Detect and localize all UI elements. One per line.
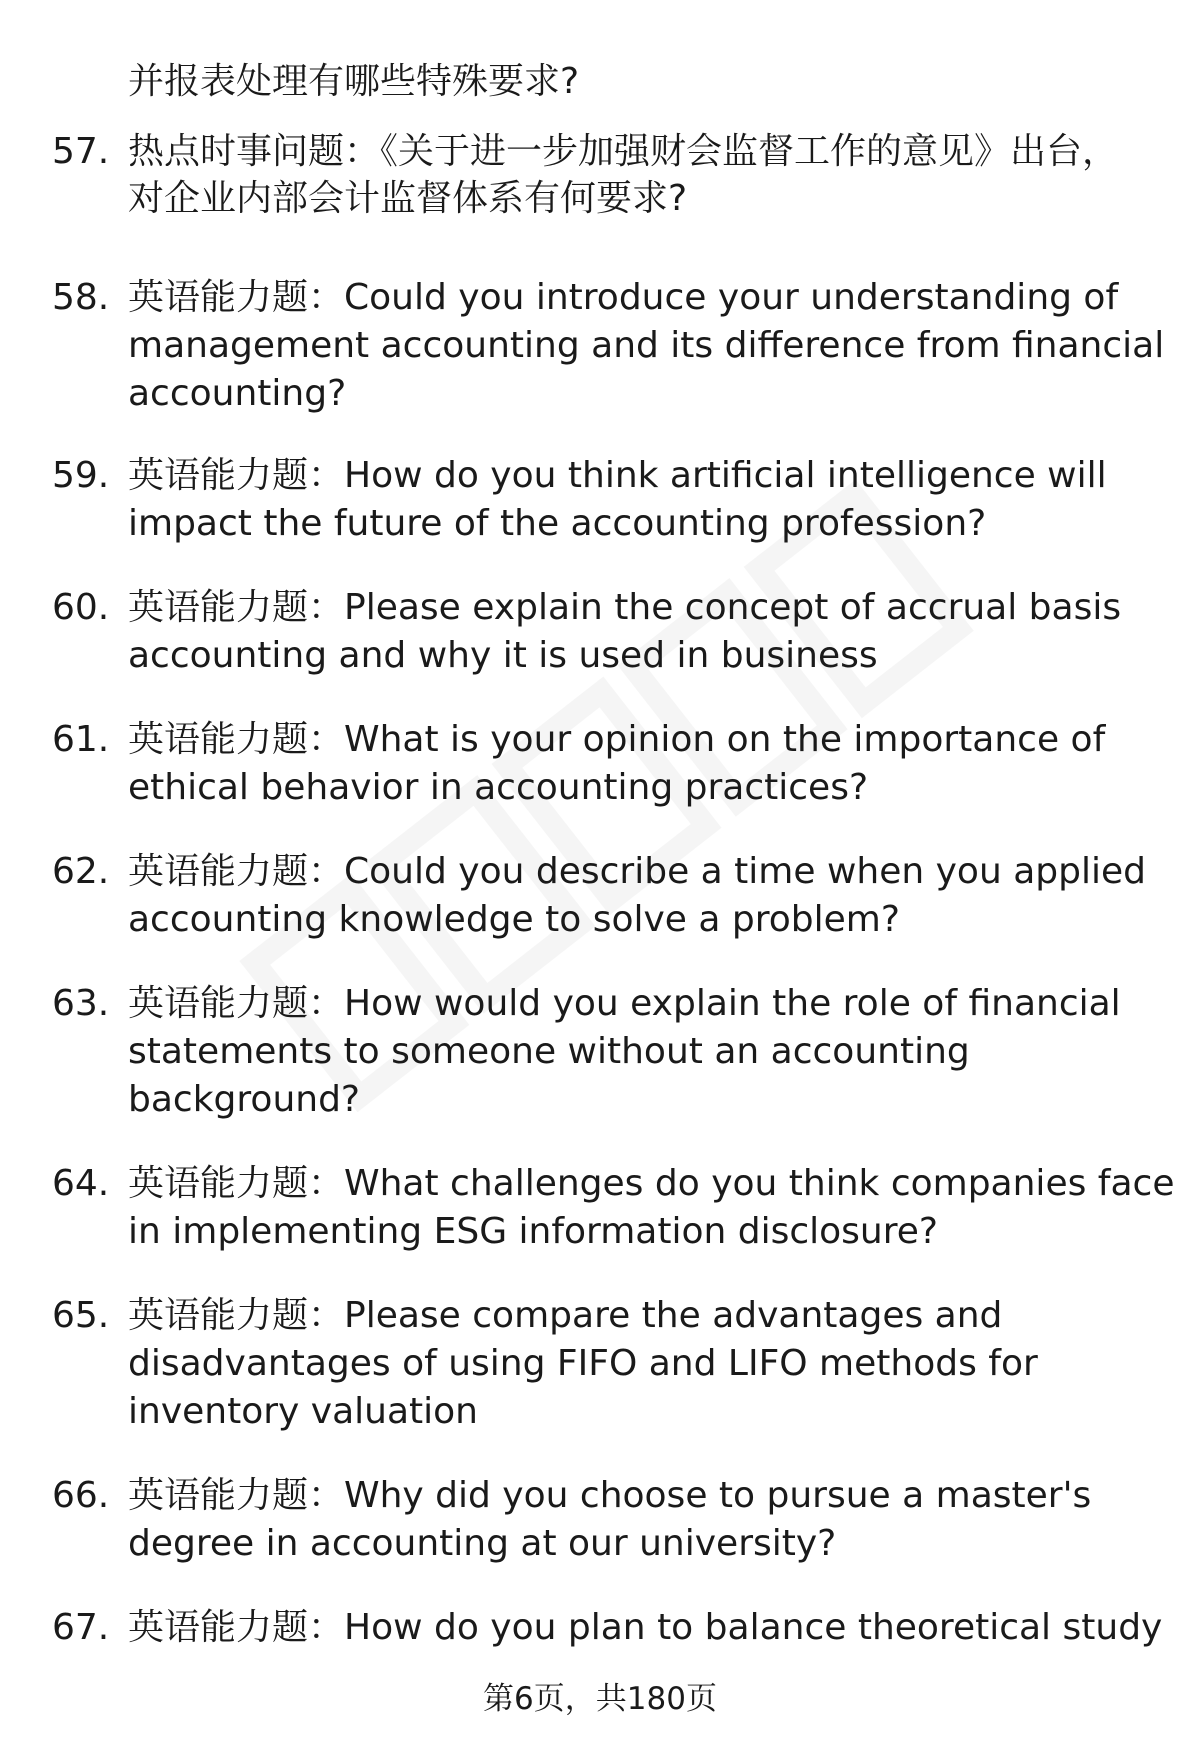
item-line: statements to someone without an accounting — [128, 1031, 970, 1072]
item-line: 英语能力题：Please compare the advantages and — [128, 1295, 1003, 1336]
item-line: 英语能力题：How would you explain the role of financial — [128, 983, 1121, 1024]
item-number: 58. — [52, 277, 110, 318]
item-line: 英语能力题：What challenges do you think companies face — [128, 1163, 1175, 1204]
item-line: management accounting and its difference from financial — [128, 325, 1165, 366]
item-line: 英语能力题：Why did you choose to pursue a master's — [128, 1475, 1092, 1516]
item-line: 英语能力题：Could you describe a time when you applied — [128, 851, 1146, 892]
item-line: accounting knowledge to solve a problem? — [128, 899, 900, 940]
item-number: 65. — [52, 1295, 110, 1336]
item-number: 61. — [52, 719, 110, 760]
item-number: 62. — [52, 851, 110, 892]
item-line: background? — [128, 1079, 361, 1120]
item-line: in implementing ESG information disclosure? — [128, 1211, 939, 1252]
item-line: disadvantages of using FIFO and LIFO methods for — [128, 1343, 1038, 1384]
item-line: 并报表处理有哪些特殊要求? — [128, 61, 580, 102]
item-number: 59. — [52, 455, 110, 496]
item-line: 对企业内部会计监督体系有何要求? — [128, 178, 688, 219]
item-line: inventory valuation — [128, 1391, 478, 1432]
item-line: 英语能力题：Please explain the concept of accrual basis — [128, 587, 1122, 628]
item-line: accounting and why it is used in business — [128, 635, 878, 676]
item-line: 热点时事问题：《关于进一步加强财会监督工作的意见》出台， — [128, 131, 1119, 172]
item-line: accounting? — [128, 373, 347, 414]
item-number: 63. — [52, 983, 110, 1024]
item-number: 66. — [52, 1475, 110, 1516]
item-number: 64. — [52, 1163, 110, 1204]
item-line: 英语能力题：What is your opinion on the importance of — [128, 719, 1106, 760]
item-number: 67. — [52, 1607, 110, 1648]
item-line: ethical behavior in accounting practices? — [128, 767, 869, 808]
item-line: impact the future of the accounting profession? — [128, 503, 987, 544]
page-number-footer: 第6页，共180页 — [483, 1681, 717, 1717]
item-line: 英语能力题：How do you plan to balance theoretical study — [128, 1607, 1163, 1648]
item-line: 英语能力题：Could you introduce your understanding of — [128, 277, 1119, 318]
item-line: 英语能力题：How do you think artificial intelligence will — [128, 455, 1107, 496]
item-number: 60. — [52, 587, 110, 628]
item-line: degree in accounting at our university? — [128, 1523, 837, 1564]
item-number: 57. — [52, 131, 110, 172]
